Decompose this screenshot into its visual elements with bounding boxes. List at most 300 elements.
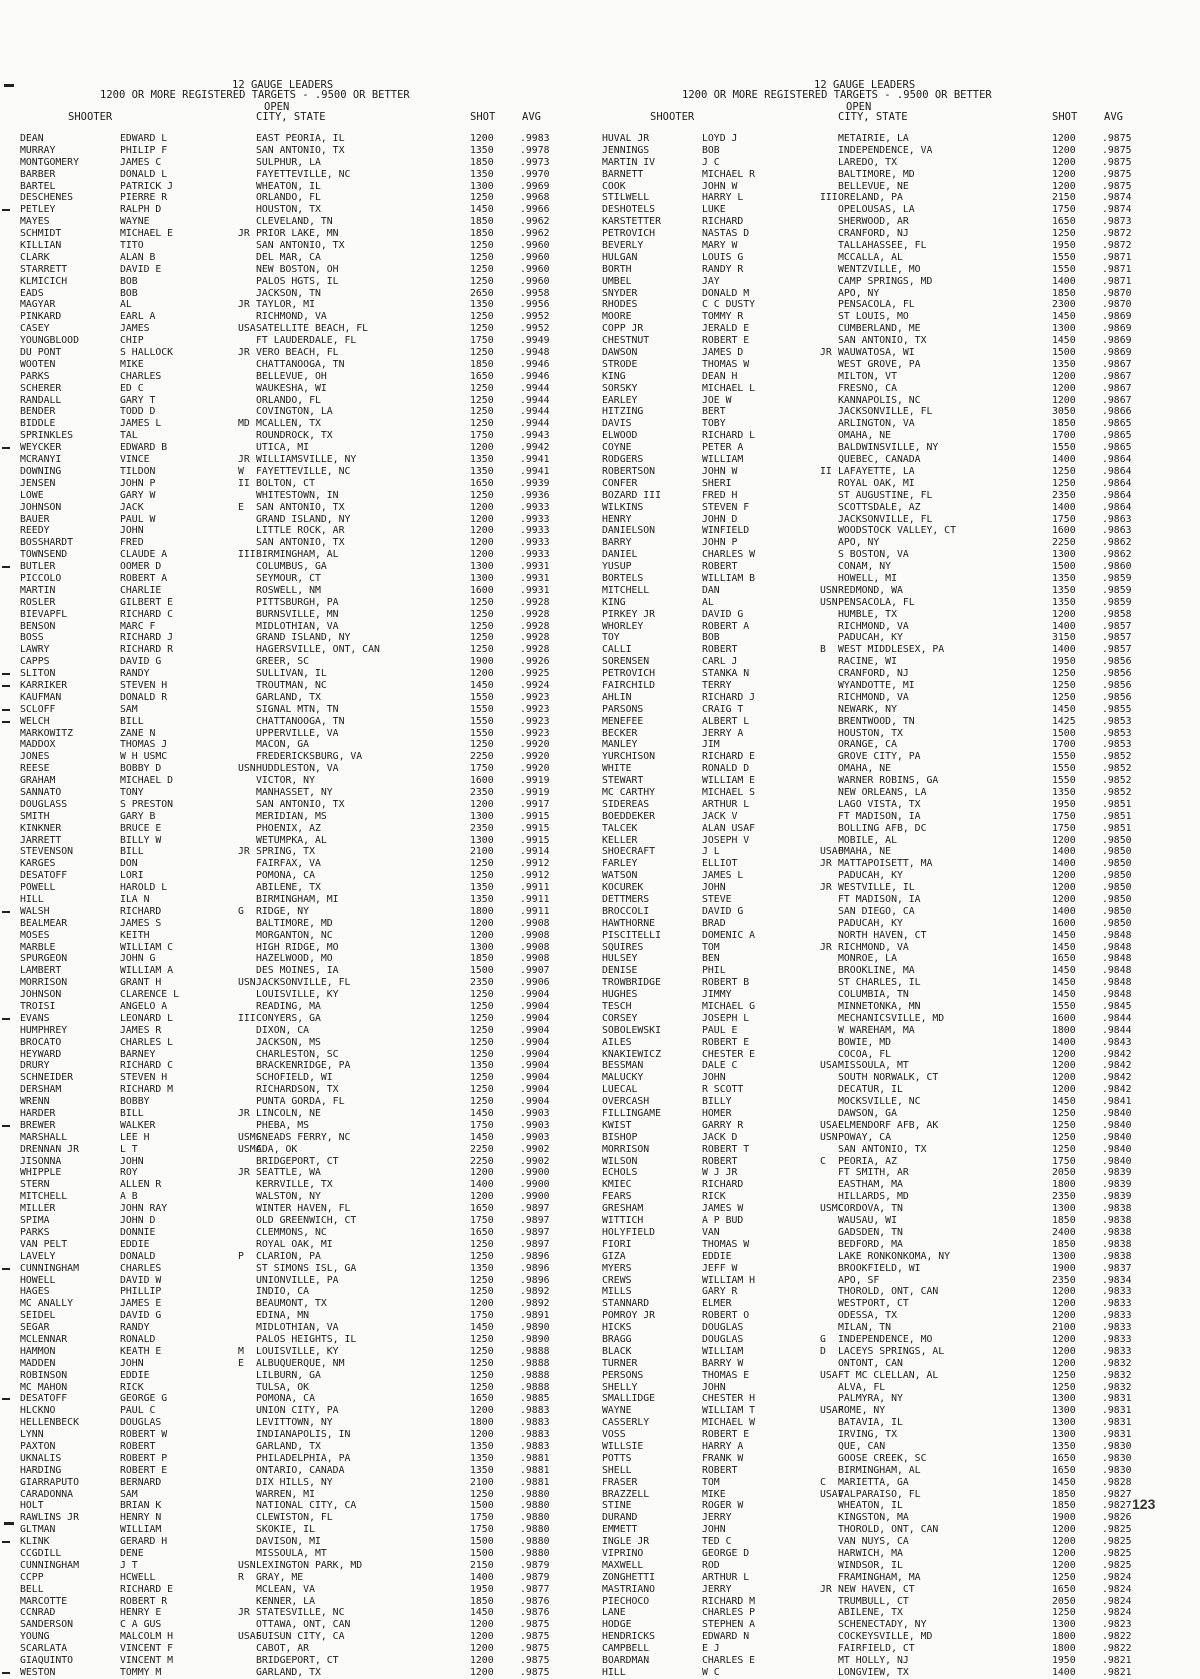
city-state: BOWIE, MD xyxy=(838,1036,892,1048)
shooter-first-name: HARRY A xyxy=(702,1440,744,1452)
city-state: LINCOLN, NE xyxy=(256,1108,321,1120)
average: .9875 xyxy=(520,1631,550,1643)
table-row xyxy=(596,1191,1181,1203)
shot-count: 1600 xyxy=(470,584,494,596)
city-state: UNION CITY, PA xyxy=(256,1405,339,1417)
city-state: THOROLD, ONT, CAN xyxy=(838,1286,939,1298)
shot-count: 1200 xyxy=(1052,1536,1076,1548)
city-state: LAFAYETTE, LA xyxy=(838,465,915,477)
average: .9821 xyxy=(1102,1655,1132,1666)
shooter-last-name: STILWELL xyxy=(602,192,650,204)
shooter-first-name: JAMES W xyxy=(702,1203,744,1215)
table-row xyxy=(14,1596,599,1608)
table-row xyxy=(14,228,599,240)
shot-count: 1600 xyxy=(1052,917,1076,929)
shooter-last-name: HENRY xyxy=(602,513,632,525)
table-row xyxy=(596,514,1181,526)
average: .9838 xyxy=(1102,1215,1132,1227)
city-state: WARREN, MI xyxy=(256,1488,315,1500)
city-state: MECHANICSVILLE, MD xyxy=(838,1012,945,1024)
city-state: SAN ANTONIO, TX xyxy=(256,537,345,549)
shot-count: 1350 xyxy=(1052,584,1076,596)
shooter-first-name: RICHARD L xyxy=(702,430,756,442)
shooter-last-name: SEGAR xyxy=(20,1322,50,1334)
city-state: FT SMITH, AR xyxy=(838,1167,909,1179)
shooter-last-name: JISONNA xyxy=(20,1155,62,1167)
shooter-last-name: DURAND xyxy=(602,1512,638,1524)
shooter-suffix: C xyxy=(820,1476,826,1488)
table-row xyxy=(596,1275,1181,1287)
average: .9822 xyxy=(1102,1643,1132,1655)
shooter-first-name: EDDIE xyxy=(702,1250,732,1262)
table-row xyxy=(596,1477,1181,1489)
shot-count: 2100 xyxy=(470,1476,494,1488)
average: .9942 xyxy=(520,442,550,454)
shooter-first-name: ROBERT R xyxy=(120,1595,168,1607)
average: .9914 xyxy=(520,846,550,858)
average: .9944 xyxy=(520,394,550,406)
shooter-first-name: ELLIOT xyxy=(702,858,738,870)
shooter-last-name: DESATOFF xyxy=(20,1393,68,1405)
shot-count: 2050 xyxy=(1052,1167,1076,1179)
shot-header: SHOT xyxy=(470,111,496,123)
city-state: WINDSOR, IL xyxy=(838,1559,903,1571)
shooter-last-name: MILLER xyxy=(20,1203,56,1215)
shooter-first-name: LOUIS G xyxy=(702,251,744,263)
table-row xyxy=(14,942,599,954)
table-row xyxy=(596,692,1181,704)
shooter-last-name: HICKS xyxy=(602,1322,632,1334)
shooter-suffix: II xyxy=(238,477,250,489)
table-row xyxy=(596,585,1181,597)
table-row xyxy=(596,537,1181,549)
table-row xyxy=(14,632,599,644)
city-state: PHEBA, MS xyxy=(256,1119,310,1131)
shooter-suffix: P xyxy=(238,1250,244,1262)
average: .9875 xyxy=(520,1655,550,1666)
table-row xyxy=(596,1322,1181,1334)
average: .9969 xyxy=(520,180,550,192)
city-state: BIRMINGHAM, AL xyxy=(256,549,339,561)
average: .9966 xyxy=(520,204,550,216)
shot-count: 1750 xyxy=(470,335,494,347)
shooter-first-name: JAMES S xyxy=(120,917,162,929)
shooter-first-name: RICHARD J xyxy=(702,691,756,703)
shooter-first-name: GILBERT E xyxy=(120,596,174,608)
shooter-first-name: THOMAS W xyxy=(702,1238,750,1250)
shot-count: 1700 xyxy=(1052,430,1076,442)
city-state: GADSDEN, TN xyxy=(838,1226,903,1238)
shooter-last-name: SEIDEL xyxy=(20,1310,56,1322)
shooter-last-name: BARRY xyxy=(602,537,632,549)
shot-count: 1200 xyxy=(470,525,494,537)
table-row xyxy=(596,264,1181,276)
city-state: TAYLOR, MI xyxy=(256,299,315,311)
table-row xyxy=(596,157,1181,169)
shot-count: 1750 xyxy=(470,1512,494,1524)
city-state: ROSWELL, NM xyxy=(256,584,321,596)
shooter-suffix: C xyxy=(820,1155,826,1167)
average: .9920 xyxy=(520,751,550,763)
city-state: GARLAND, TX xyxy=(256,691,321,703)
shooter-suffix: D xyxy=(820,1345,826,1357)
city-state: SUISUN CITY, CA xyxy=(256,1631,345,1643)
shooter-first-name: TERRY xyxy=(702,679,732,691)
shooter-last-name: REESE xyxy=(20,763,50,775)
table-row xyxy=(14,1251,599,1263)
shooter-last-name: POWELL xyxy=(20,882,56,894)
table-row xyxy=(14,1393,599,1405)
shooter-last-name: VAN PELT xyxy=(20,1238,68,1250)
shooter-last-name: MORRISON xyxy=(602,1143,650,1155)
shooter-first-name: TOMMY M xyxy=(120,1666,162,1678)
shooter-last-name: STINE xyxy=(602,1500,632,1512)
table-row xyxy=(14,835,599,847)
average: .9874 xyxy=(1102,204,1132,216)
average: .9896 xyxy=(520,1262,550,1274)
shot-count: 2150 xyxy=(1052,192,1076,204)
shooter-suffix: JR xyxy=(820,1583,832,1595)
shooter-first-name: MIKE xyxy=(120,358,144,370)
city-state: FT MC CLELLAN, AL xyxy=(838,1369,939,1381)
shooter-last-name: SANNATO xyxy=(20,786,62,798)
shooter-last-name: MITCHELL xyxy=(20,1191,68,1203)
table-row xyxy=(596,1619,1181,1631)
shot-count: 3050 xyxy=(1052,406,1076,418)
shot-count: 1200 xyxy=(1052,394,1076,406)
shot-count: 1350 xyxy=(470,1440,494,1452)
city-state: POMONA, CA xyxy=(256,1393,315,1405)
city-state: SULLIVAN, IL xyxy=(256,668,327,680)
shooter-first-name: BILL xyxy=(120,715,144,727)
shot-count: 1800 xyxy=(470,1417,494,1429)
shooter-first-name: EDWARD B xyxy=(120,442,168,454)
table-row xyxy=(596,1393,1181,1405)
city-state: MERIDIAN, MS xyxy=(256,810,327,822)
shooter-suffix: E xyxy=(238,501,244,513)
shot-count: 1600 xyxy=(470,775,494,787)
shooter-first-name: TOM xyxy=(702,941,720,953)
shooter-first-name: MICHAEL R xyxy=(702,168,756,180)
table-row xyxy=(596,882,1181,894)
shooter-last-name: PISCITELLI xyxy=(602,929,661,941)
shooter-first-name: WILLIAM E xyxy=(702,775,756,787)
average: .9902 xyxy=(520,1155,550,1167)
shooter-last-name: BARNETT xyxy=(602,168,644,180)
table-row xyxy=(14,371,599,383)
shooter-first-name: J T xyxy=(120,1559,138,1571)
shot-count: 1400 xyxy=(1052,846,1076,858)
shot-count: 1600 xyxy=(1052,1012,1076,1024)
shot-count: 1250 xyxy=(470,739,494,751)
average: .9830 xyxy=(1102,1452,1132,1464)
average: .9931 xyxy=(520,561,550,573)
shooter-last-name: YOUNG xyxy=(20,1631,50,1643)
table-row xyxy=(596,1120,1181,1132)
shot-count: 2350 xyxy=(1052,1191,1076,1203)
shooter-last-name: HAGES xyxy=(20,1286,50,1298)
shot-count: 1400 xyxy=(1052,1666,1076,1678)
average: .9956 xyxy=(520,299,550,311)
shot-count: 1200 xyxy=(470,1405,494,1417)
shooter-first-name: W H USMC xyxy=(120,751,168,763)
city-state: WESTVILLE, IL xyxy=(838,882,915,894)
shooter-last-name: MARSHALL xyxy=(20,1131,68,1143)
average: .9920 xyxy=(520,763,550,775)
shooter-first-name: SAM xyxy=(120,1488,138,1500)
table-row xyxy=(14,252,599,264)
shot-count: 1750 xyxy=(470,1310,494,1322)
shot-count: 1250 xyxy=(470,263,494,275)
shooter-last-name: GIARRAPUTO xyxy=(20,1476,79,1488)
shot-count: 1250 xyxy=(470,644,494,656)
shooter-last-name: MALUCKY xyxy=(602,1072,644,1084)
shooter-suffix: USA xyxy=(820,1369,838,1381)
shooter-first-name: JAY xyxy=(702,275,720,287)
shooter-first-name: SAM xyxy=(120,703,138,715)
shooter-first-name: HENRY E xyxy=(120,1607,162,1619)
shot-count: 1250 xyxy=(470,1274,494,1286)
shot-count: 1350 xyxy=(470,299,494,311)
average: .9973 xyxy=(520,156,550,168)
shot-count: 1200 xyxy=(1052,370,1076,382)
average: .9903 xyxy=(520,1131,550,1143)
city-state: ROYAL OAK, MI xyxy=(256,1238,333,1250)
shot-count: 1200 xyxy=(470,1619,494,1631)
shooter-last-name: HLCKNO xyxy=(20,1405,56,1417)
average: .9871 xyxy=(1102,263,1132,275)
city-state: PALMYRA, NY xyxy=(838,1393,903,1405)
table-row xyxy=(596,228,1181,240)
shooter-last-name: FIORI xyxy=(602,1238,632,1250)
average: .9919 xyxy=(520,775,550,787)
table-row xyxy=(596,133,1181,145)
shot-count: 1250 xyxy=(470,596,494,608)
shooter-first-name: W C xyxy=(702,1666,720,1678)
shooter-last-name: HUVAL JR xyxy=(602,133,650,144)
shooter-last-name: HULGAN xyxy=(602,251,638,263)
table-row xyxy=(14,573,599,585)
shooter-last-name: HITZING xyxy=(602,406,644,418)
shooter-first-name: RICHARD E xyxy=(702,751,756,763)
city-state: S BOSTON, VA xyxy=(838,549,909,561)
page-number: 123 xyxy=(1132,1496,1156,1512)
shot-count: 1200 xyxy=(470,1631,494,1643)
city-state: WHITESTOWN, IN xyxy=(256,489,339,501)
city-state: SAN ANTONIO, TX xyxy=(256,798,345,810)
shot-count: 1750 xyxy=(1052,513,1076,525)
shooter-first-name: BILL xyxy=(120,846,144,858)
shot-count: 1200 xyxy=(1052,1547,1076,1559)
shooter-last-name: RANDALL xyxy=(20,394,62,406)
shooter-suffix: USA xyxy=(238,323,256,335)
table-row xyxy=(596,192,1181,204)
city-state: SAN ANTONIO, TX xyxy=(256,144,345,156)
average: .9870 xyxy=(1102,287,1132,299)
city-state: FRAMINGHAM, MA xyxy=(838,1571,921,1583)
shot-count: 1850 xyxy=(470,1595,494,1607)
shooter-first-name: S PRESTON xyxy=(120,798,174,810)
average: .9838 xyxy=(1102,1226,1132,1238)
shooter-first-name: STEVEN H xyxy=(120,1072,168,1084)
shot-count: 1300 xyxy=(470,941,494,953)
average: .9915 xyxy=(520,810,550,822)
shooter-last-name: CUNNINGHAM xyxy=(20,1559,79,1571)
shooter-first-name: WILLIAM T xyxy=(702,1405,756,1417)
shot-count: 1250 xyxy=(470,1084,494,1096)
shooter-last-name: DOUGLASS xyxy=(20,798,68,810)
shot-count: 2350 xyxy=(1052,1274,1076,1286)
table-row xyxy=(14,656,599,668)
shooter-last-name: SMALLIDGE xyxy=(602,1393,656,1405)
table-row xyxy=(596,1370,1181,1382)
table-row xyxy=(14,799,599,811)
table-row xyxy=(596,894,1181,906)
city-state: WHEATON, IL xyxy=(838,1500,903,1512)
average: .9944 xyxy=(520,418,550,430)
table-row xyxy=(596,1298,1181,1310)
average: .9928 xyxy=(520,596,550,608)
shooter-first-name: WILLIAM B xyxy=(702,572,756,584)
city-state: ROYAL OAK, MI xyxy=(838,477,915,489)
shot-count: 1250 xyxy=(470,1286,494,1298)
shooter-first-name: EDDIE xyxy=(120,1238,150,1250)
average: .9936 xyxy=(520,489,550,501)
table-row xyxy=(596,252,1181,264)
city-state: ONTONT, CAN xyxy=(838,1357,903,1369)
average: .9923 xyxy=(520,703,550,715)
average: .9869 xyxy=(1102,323,1132,335)
city-state: PHOENIX, AZ xyxy=(256,822,321,834)
shooter-last-name: SPIMA xyxy=(20,1215,50,1227)
shooter-first-name: DONALD xyxy=(120,1250,156,1262)
average: .9919 xyxy=(520,786,550,798)
city-state: MCLEAN, VA xyxy=(256,1583,315,1595)
shot-count: 1300 xyxy=(470,834,494,846)
city-state: WALSTON, NY xyxy=(256,1191,321,1203)
shooter-first-name: WILLIAM A xyxy=(120,965,174,977)
shooter-last-name: BELL xyxy=(20,1583,44,1595)
average: .9845 xyxy=(1102,1001,1132,1013)
shooter-last-name: COPP JR xyxy=(602,323,644,335)
shot-count: 3150 xyxy=(1052,632,1076,644)
city-state: ALVA, FL xyxy=(838,1381,886,1393)
shot-count: 1550 xyxy=(1052,263,1076,275)
city-state: RICHMOND, VA xyxy=(838,691,909,703)
shooter-last-name: HEYWARD xyxy=(20,1048,62,1060)
city-state: BROOKFIELD, WI xyxy=(838,1262,921,1274)
table-row xyxy=(14,1049,599,1061)
shot-count: 1400 xyxy=(470,1571,494,1583)
city-state: BELLEVUE, NE xyxy=(838,180,909,192)
table-row xyxy=(596,430,1181,442)
table-row xyxy=(14,1108,599,1120)
shooter-first-name: ROBERT xyxy=(120,1440,156,1452)
shooter-first-name: DONALD R xyxy=(120,691,168,703)
shooter-first-name: CHARLES E xyxy=(702,1655,756,1666)
shooter-first-name: SHERI xyxy=(702,477,732,489)
shooter-last-name: MOSES xyxy=(20,929,50,941)
shot-count: 2650 xyxy=(470,287,494,299)
shooter-last-name: EARLEY xyxy=(602,394,638,406)
table-row xyxy=(14,454,599,466)
shot-count: 1200 xyxy=(1052,382,1076,394)
shot-count: 1200 xyxy=(470,501,494,513)
shooter-last-name: CLARK xyxy=(20,251,50,263)
table-row xyxy=(596,1072,1181,1084)
average: .9837 xyxy=(1102,1262,1132,1274)
shooter-first-name: C C DUSTY xyxy=(702,299,756,311)
shooter-first-name: BOB xyxy=(120,287,138,299)
shooter-last-name: WAYNE xyxy=(602,1405,632,1417)
shooter-first-name: RONALD xyxy=(120,1333,156,1345)
shot-count: 1750 xyxy=(1052,822,1076,834)
city-state: COLUMBUS, GA xyxy=(256,561,327,573)
table-row xyxy=(14,1322,599,1334)
average: .9978 xyxy=(520,144,550,156)
average: .9941 xyxy=(520,465,550,477)
shooter-last-name: PINKARD xyxy=(20,311,62,323)
shooter-first-name: JOHN xyxy=(702,1072,726,1084)
shooter-header: SHOOTER xyxy=(68,111,113,123)
city-state: SCOTTSDALE, AZ xyxy=(838,501,921,513)
shot-count: 1400 xyxy=(1052,1036,1076,1048)
city-state: COVINGTON, LA xyxy=(256,406,333,418)
average: .9848 xyxy=(1102,989,1132,1001)
shot-count: 1200 xyxy=(1052,1524,1076,1536)
shooter-last-name: TOY xyxy=(602,632,620,644)
shooter-first-name: BOBBY D xyxy=(120,763,162,775)
shot-count: 1200 xyxy=(1052,894,1076,905)
city-state: ST AUGUSTINE, FL xyxy=(838,489,933,501)
shot-count: 1400 xyxy=(1052,454,1076,466)
average: .9904 xyxy=(520,1024,550,1036)
city-state: SULPHUR, LA xyxy=(256,156,321,168)
shot-count: 1300 xyxy=(1052,1417,1076,1429)
shot-count: 1200 xyxy=(470,1643,494,1655)
city-state: DEL MAR, CA xyxy=(256,251,321,263)
city-state: VALPARAISO, FL xyxy=(838,1488,921,1500)
table-row xyxy=(596,1084,1181,1096)
average: .9928 xyxy=(520,644,550,656)
city-state: ST SIMONS ISL, GA xyxy=(256,1262,357,1274)
table-row xyxy=(596,751,1181,763)
shot-count: 2300 xyxy=(1052,299,1076,311)
table-row xyxy=(596,276,1181,288)
shooter-last-name: SHELLY xyxy=(602,1381,638,1393)
table-row xyxy=(596,1108,1181,1120)
average: .9931 xyxy=(520,572,550,584)
shot-count: 1350 xyxy=(470,1060,494,1072)
shooter-last-name: WHIPPLE xyxy=(20,1167,62,1179)
shooter-last-name: JOHNSON xyxy=(20,501,62,513)
shooter-last-name: BOEDDEKER xyxy=(602,810,656,822)
shooter-first-name: JOHN xyxy=(120,1155,144,1167)
shooter-suffix: USN xyxy=(238,1559,256,1571)
shooter-suffix: E xyxy=(238,1357,244,1369)
shooter-first-name: BRAD xyxy=(702,917,726,929)
shooter-last-name: MCLENNAR xyxy=(20,1333,68,1345)
shot-count: 1400 xyxy=(1052,620,1076,632)
shooter-first-name: JAMES R xyxy=(120,1024,162,1036)
shooter-suffix: III xyxy=(820,192,838,204)
shooter-last-name: PETROVICH xyxy=(602,668,656,680)
average: .9900 xyxy=(520,1167,550,1179)
shooter-first-name: STEVE xyxy=(702,894,732,905)
average: .9876 xyxy=(520,1607,550,1619)
average: .9872 xyxy=(1102,228,1132,240)
shot-count: 1750 xyxy=(470,763,494,775)
